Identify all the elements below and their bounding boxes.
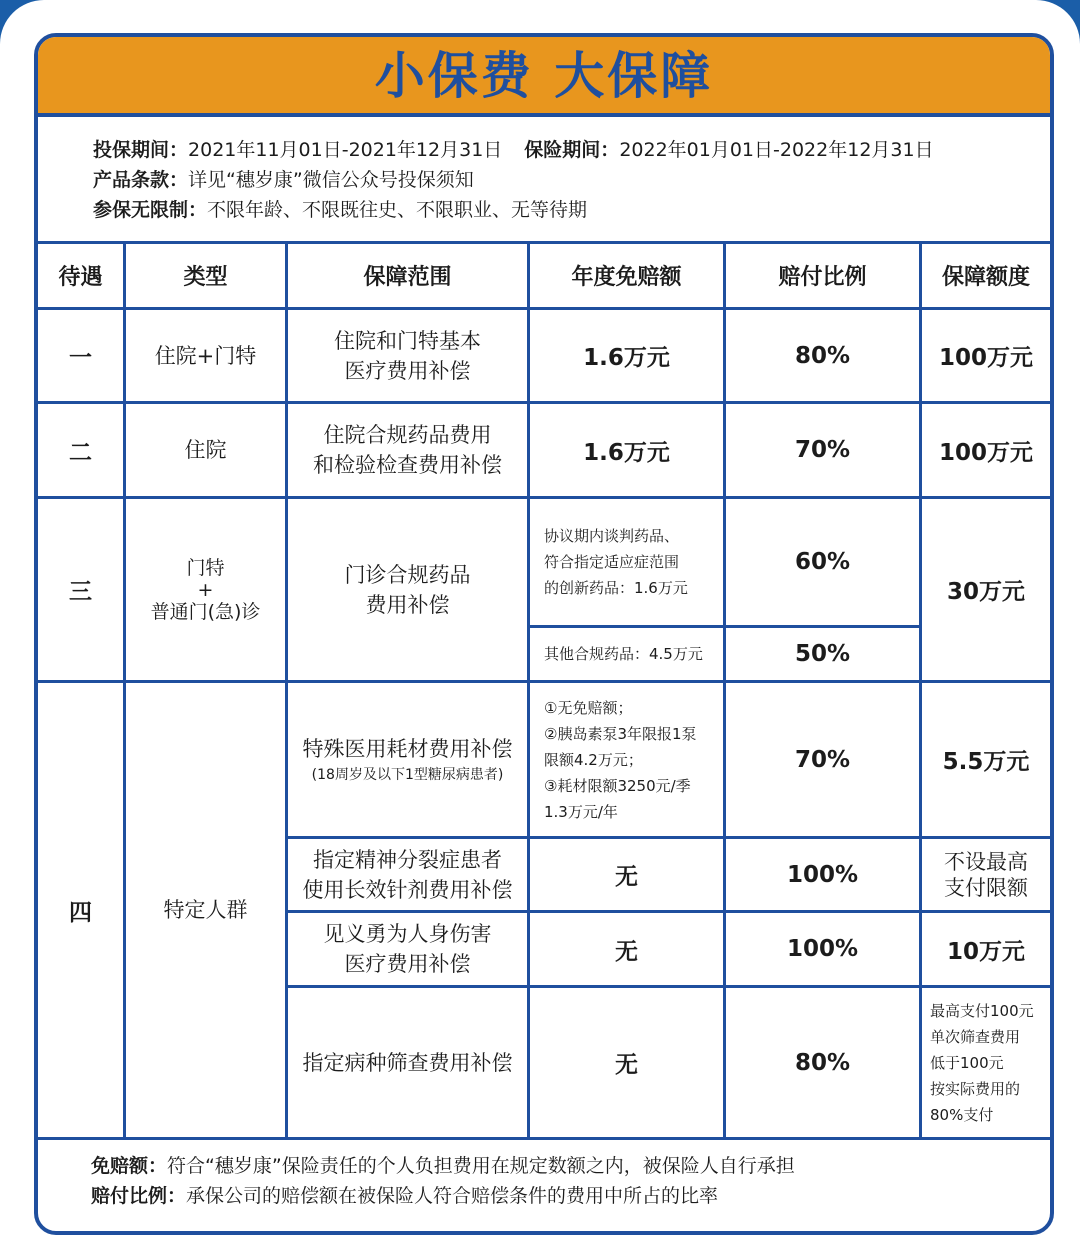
row4a-scope <box>288 683 530 839</box>
row3a-deductible-line: 的创新药品：1.6万元 <box>544 579 688 597</box>
row3-type <box>126 499 288 683</box>
row4a-deductible-line: ③耗材限额3250元/季 <box>544 776 691 795</box>
header-tier: 待遇 <box>38 244 126 310</box>
nolimit-label: 参保无限制： <box>93 199 208 221</box>
row2-tier: 二 <box>38 404 126 499</box>
row2-scope <box>288 404 530 499</box>
row4d-limit-line: 单次筛查费用 <box>930 1027 1021 1046</box>
row4c-ratio: 100% <box>726 913 922 988</box>
row4d-limit-line: 按实际费用的 <box>930 1079 1021 1098</box>
row4c-scope-line: 医疗费用补偿 <box>344 952 471 976</box>
row3-scope <box>288 499 530 683</box>
row3a-deductible-line: 协议期内谈判药品、 <box>544 527 680 545</box>
row3-type-line: + <box>197 578 214 601</box>
row4a-ratio: 70% <box>726 683 922 839</box>
footnote-deductible-text: 符合“穗岁康”保险责任的个人负担费用在规定数额之内，被保险人自行承担 <box>167 1155 795 1177</box>
row4d-deductible-line: 无 <box>615 1052 638 1078</box>
row2-scope-line: 住院合规药品费用 <box>323 423 492 447</box>
row2-scope-line: 和检验检查费用补偿 <box>313 453 502 477</box>
insure-period-value: 2022年01月01日-2022年12月31日 <box>619 139 934 161</box>
row1-scope-line: 医疗费用补偿 <box>344 358 471 383</box>
row4d-scope <box>288 988 530 1140</box>
terms-label: 产品条款： <box>93 169 189 191</box>
nolimit-value: 不限年龄、不限既往史、不限职业、无等待期 <box>207 199 588 221</box>
row1-type: 住院+门特 <box>126 310 288 404</box>
row4a-deductible-line: 限额4.2万元； <box>544 750 643 769</box>
footnote-deductible-label: 免赔额： <box>91 1155 168 1177</box>
row4b-limit <box>922 839 1050 913</box>
row1-limit: 100万元 <box>922 310 1050 404</box>
row1-deductible: 1.6万元 <box>530 310 726 404</box>
row4a-deductible-line: ①无免赔额； <box>544 698 633 717</box>
row4-tier: 四 <box>38 683 126 1140</box>
row3-limit: 30万元 <box>922 499 1050 683</box>
row3-tier: 三 <box>38 499 126 683</box>
row3-type-line: 普通门(急)诊 <box>150 600 261 623</box>
benefit-card <box>34 33 1054 1235</box>
row3b-ratio: 50% <box>726 628 922 683</box>
row1-tier: 一 <box>38 310 126 404</box>
row4c-deductible <box>530 913 726 988</box>
row3-type-line: 门特 <box>186 556 225 579</box>
row2-limit: 100万元 <box>922 404 1050 499</box>
row4b-deductible-line: 无 <box>615 864 638 890</box>
row4d-deductible <box>530 988 726 1140</box>
header-limit: 保障额度 <box>922 244 1050 310</box>
row1-ratio: 80% <box>726 310 922 404</box>
row3a-deductible-line: 符合指定适应症范围 <box>544 553 680 571</box>
row4d-limit-line: 80%支付 <box>930 1105 994 1124</box>
row3b-deductible <box>530 628 726 683</box>
row4a-limit-line: 5.5万元 <box>942 749 1030 775</box>
row4a-deductible-line: 1.3万元/年 <box>544 802 618 821</box>
info-line-periods <box>93 136 934 164</box>
header-ratio: 赔付比例 <box>726 244 922 310</box>
row4b-ratio: 100% <box>726 839 922 913</box>
row2-deductible: 1.6万元 <box>530 404 726 499</box>
row4c-scope <box>288 913 530 988</box>
header-type: 类型 <box>126 244 288 310</box>
row3a-ratio: 60% <box>726 499 922 628</box>
row2-type: 住院 <box>126 404 288 499</box>
row3b-deductible-line: 其他合规药品：4.5万元 <box>544 645 703 663</box>
enroll-period-label: 投保期间： <box>93 139 189 161</box>
row4a-deductible-line: ②胰岛素泵3年限报1泵 <box>544 724 697 743</box>
row4d-ratio: 80% <box>726 988 922 1140</box>
row4b-limit-line: 支付限额 <box>944 875 1028 900</box>
row4c-scope-line: 见义勇为人身伤害 <box>323 922 492 946</box>
terms-value: 详见“穗岁康”微信公众号投保须知 <box>188 169 474 191</box>
row4c-deductible-line: 无 <box>615 938 638 965</box>
row4-type: 特定人群 <box>126 683 288 1140</box>
row4d-limit-line: 最高支付100元 <box>930 1001 1034 1020</box>
row2-ratio: 70% <box>726 404 922 499</box>
row4d-scope-line: 指定病种筛查费用补偿 <box>302 1050 513 1075</box>
row4a-deductible <box>530 683 726 839</box>
info-line-nolimit <box>93 196 587 224</box>
row1-scope <box>288 310 530 404</box>
row4b-limit-line: 不设最高 <box>944 849 1028 874</box>
row3-scope-line: 费用补偿 <box>365 592 450 617</box>
row4d-limit-line: 低于100元 <box>930 1053 1004 1072</box>
footnote-ratio-label: 赔付比例： <box>91 1185 187 1207</box>
row4c-limit-line: 10万元 <box>946 938 1025 965</box>
row4d-limit <box>922 988 1050 1140</box>
title-bar <box>38 37 1050 117</box>
row4a-scope-note: (18周岁及以下1型糖尿病患者) <box>311 766 504 783</box>
row3-scope-line: 门诊合规药品 <box>344 562 471 587</box>
row4b-scope-line: 使用长效针剂费用补偿 <box>302 877 513 902</box>
row4b-deductible <box>530 839 726 913</box>
header-deductible: 年度免赔额 <box>530 244 726 310</box>
footnote-deductible <box>91 1151 795 1181</box>
info-line-terms <box>93 166 474 194</box>
row4b-scope <box>288 839 530 913</box>
page-title: 小保费 大保障 <box>374 47 714 105</box>
row4b-scope-line: 指定精神分裂症患者 <box>313 847 502 872</box>
enroll-period-value: 2021年11月01日-2021年12月31日 <box>188 139 503 161</box>
row4a-limit <box>922 683 1050 839</box>
footnote-ratio-text: 承保公司的赔偿额在被保险人符合赔偿条件的费用中所占的比率 <box>186 1185 719 1207</box>
footnote-ratio <box>91 1181 718 1211</box>
row4a-scope-line: 特殊医用耗材费用补偿 <box>302 736 513 761</box>
row1-scope-line: 住院和门特基本 <box>334 328 481 353</box>
row4c-limit <box>922 913 1050 988</box>
row3a-deductible <box>530 499 726 628</box>
insure-period-label: 保险期间： <box>524 139 620 161</box>
header-scope: 保障范围 <box>288 244 530 310</box>
